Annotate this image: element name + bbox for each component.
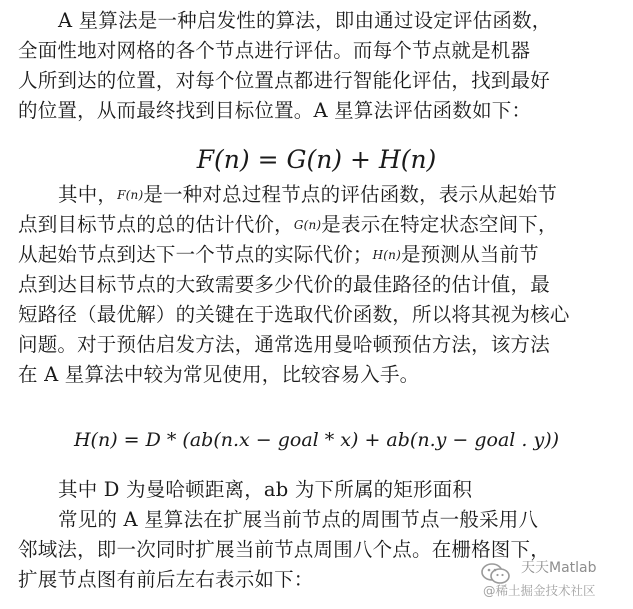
- paragraph2-line3: [18, 240, 618, 270]
- paragraph2-line2: [18, 210, 618, 240]
- watermark-subtitle: @稀土掘金技术社区: [483, 583, 596, 598]
- paragraph2-line3-pre: 从起始节点到达下一个节点的实际代价；: [18, 243, 373, 266]
- watermark-title: 天天Matlab: [521, 560, 597, 576]
- paragraph2-line6: 问题。对于预估启发方法，通常选用曼哈顿预估方法，该方法: [18, 333, 550, 356]
- paragraph2-line1-pre: 其中，: [58, 183, 118, 206]
- paragraph1-line2: 全面性地对网格的各个节点进行评估。而每个节点就是机器: [18, 39, 531, 62]
- paragraph2-line5: 短路径（最优解）的关键在于选取代价函数，所以将其视为核心: [18, 303, 570, 326]
- paragraph2-line2-post: 是表示在特定状态空间下，: [321, 213, 558, 236]
- symbol-f-n: F(n): [117, 188, 144, 202]
- paragraph1-line3: 人所到达的位置，对每个位置点都进行智能化评估，找到最好: [18, 69, 550, 92]
- evaluation-function-equation: F(n) = G(n) + H(n): [196, 145, 437, 174]
- watermark: [479, 557, 627, 603]
- manhattan-heuristic-equation: H(n) = D * (ab(n.x − goal * x) + ab(n.y − goal . y)): [73, 429, 560, 451]
- paragraph1-line1: A 星算法是一种启发性的算法，即由通过设定评估函数，: [58, 9, 552, 32]
- paragraph4-line1: 常见的 A 星算法在扩展当前节点的周围节点一般采用八: [58, 508, 539, 531]
- paragraph4-line3: 扩展节点图有前后左右表示如下：: [18, 568, 314, 591]
- paragraph2-line4: 点到达目标节点的大致需要多少代价的最佳路径的估计值，最: [18, 273, 550, 296]
- paragraph2-line3-post: 是预测从当前节: [400, 243, 539, 266]
- paragraph3-line1: 其中 D 为曼哈顿距离，ab 为下所属的矩形面积: [58, 478, 473, 501]
- paragraph4-line2: 邻域法，即一次同时扩展当前节点周围八个点。在栅格图下，: [18, 538, 550, 561]
- symbol-h-n: H(n): [372, 248, 401, 262]
- paragraph2-line1: [58, 180, 618, 210]
- paragraph2-line2-pre: 点到目标节点的总的估计代价，: [18, 213, 294, 236]
- paragraph1-line4: 的位置，从而最终找到目标位置。A 星算法评估函数如下：: [18, 99, 532, 122]
- paragraph2-line1-post: 是一种对总过程节点的评估函数，表示从起始节: [143, 183, 558, 206]
- symbol-g-n: G(n): [293, 218, 322, 232]
- paragraph2-line7: 在 A 星算法中较为常见使用，比较容易入手。: [18, 363, 420, 386]
